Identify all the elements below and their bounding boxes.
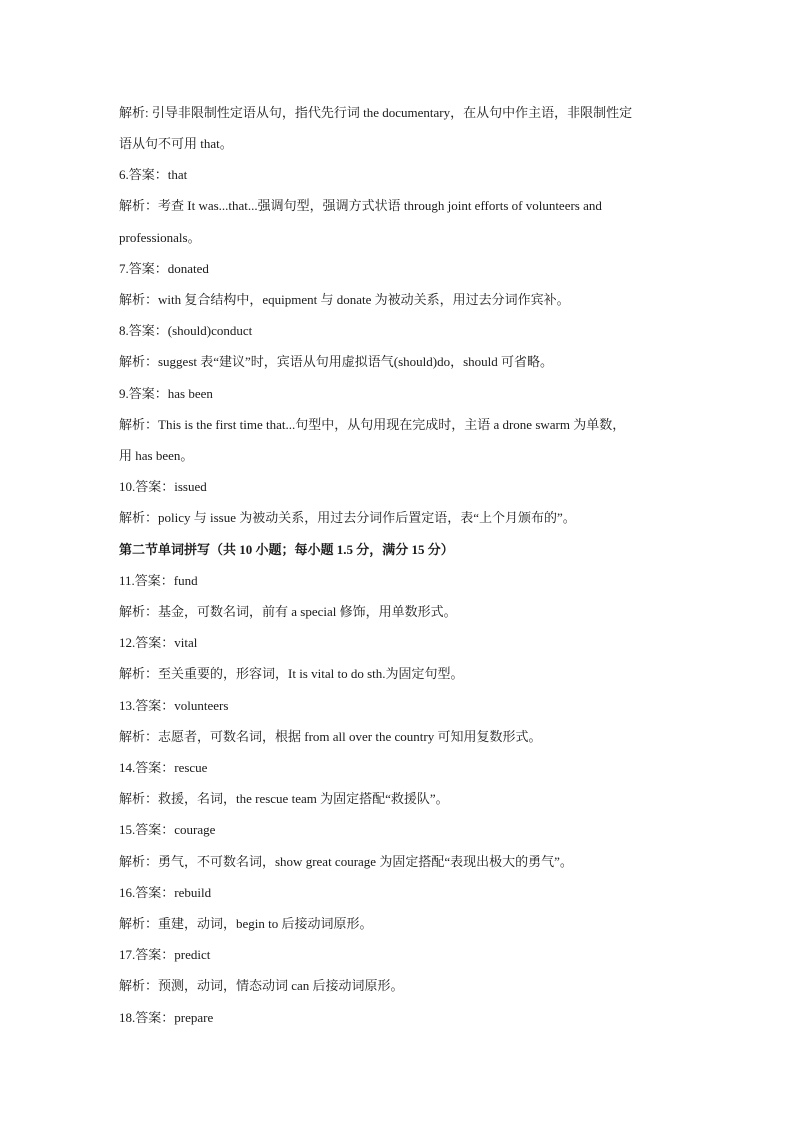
answer-8: 8.答案：(should)conduct [119, 323, 253, 338]
analysis-16: 解析：重建，动词，begin to 后接动词原形。 [119, 916, 373, 931]
answer-18: 18.答案：prepare [119, 1010, 214, 1025]
answer-7: 7.答案：donated [119, 261, 209, 276]
analysis-12: 解析：至关重要的，形容词，It is vital to do sth.为固定句型。 [119, 666, 464, 681]
answer-10: 10.答案：issued [119, 479, 207, 494]
analysis-5-line-1: 解析: 引导非限制性定语从句，指代先行词 the documentary，在从句中作主语，非限制性定 [119, 105, 633, 120]
analysis-17: 解析：预测，动词，情态动词 can 后接动词原形。 [119, 978, 404, 993]
answer-14: 14.答案：rescue [119, 760, 208, 775]
section-heading: 第二节单词拼写（共 10 小题；每小题 1.5 分，满分 15 分） [119, 542, 454, 557]
analysis-6-line-2: professionals。 [119, 230, 201, 245]
answer-16: 16.答案：rebuild [119, 885, 212, 900]
answer-17: 17.答案：predict [119, 947, 211, 962]
analysis-15: 解析：勇气，不可数名词，show great courage 为固定搭配“表现出极大的勇气”。 [119, 854, 573, 869]
answer-11: 11.答案：fund [119, 573, 198, 588]
analysis-9-line-2: 用 has been。 [119, 448, 194, 463]
answer-12: 12.答案：vital [119, 635, 198, 650]
analysis-8: 解析：suggest 表“建议”时，宾语从句用虚拟语气(should)do，should 可省略。 [119, 354, 554, 369]
analysis-14: 解析：救援，名词，the rescue team 为固定搭配“救援队”。 [119, 791, 449, 806]
answer-9: 9.答案：has been [119, 386, 213, 401]
analysis-5-line-2: 语从句不可用 that。 [119, 136, 233, 151]
answer-15: 15.答案：courage [119, 822, 216, 837]
analysis-11: 解析：基金，可数名词，前有 a special 修饰，用单数形式。 [119, 604, 457, 619]
analysis-7: 解析：with 复合结构中，equipment 与 donate 为被动关系，用过去分词作宾补。 [119, 292, 570, 307]
answer-13: 13.答案：volunteers [119, 698, 229, 713]
analysis-6-line-1: 解析：考查 It was...that...强调句型，强调方式状语 through joint efforts of volunteers and [119, 198, 602, 213]
answer-6: 6.答案：that [119, 167, 188, 182]
analysis-10: 解析：policy 与 issue 为被动关系，用过去分词作后置定语，表“上个月颁布的”。 [119, 510, 576, 525]
analysis-13: 解析：志愿者，可数名词，根据 from all over the country 可知用复数形式。 [119, 729, 542, 744]
analysis-9-line-1: 解析：This is the first time that...句型中，从句用现在完成时，主语 a drone swarm 为单数， [119, 417, 626, 432]
